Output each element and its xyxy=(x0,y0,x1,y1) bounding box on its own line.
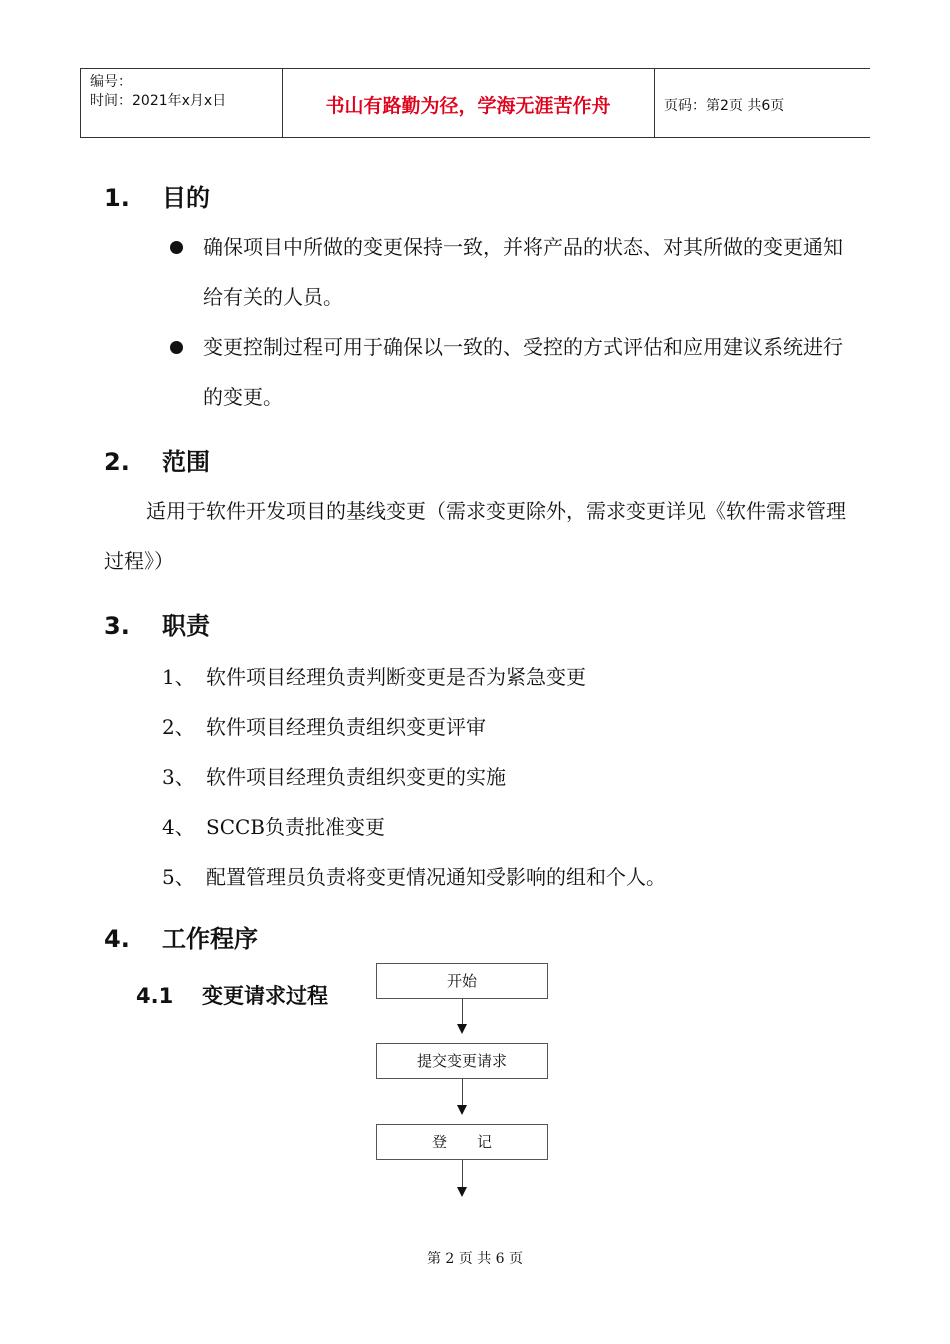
header-divider-2 xyxy=(654,69,655,137)
flow-step-start: 开始 xyxy=(376,963,548,999)
bullet-item xyxy=(170,222,850,322)
bullet-text: 变更控制过程可用于确保以一致的、受控的方式评估和应用建议系统进行的变更。 xyxy=(203,335,843,409)
list-item-number: 2、 xyxy=(162,715,195,739)
section-number: 3. xyxy=(104,612,130,640)
header-border-left xyxy=(80,69,81,137)
arrow-down-icon xyxy=(457,1187,467,1197)
subsection-title: 变更请求过程 xyxy=(202,984,328,1008)
bullet-dot-icon xyxy=(170,241,183,254)
arrow-down-icon xyxy=(457,1105,467,1115)
section-number: 4. xyxy=(104,925,130,953)
section-title: 范围 xyxy=(162,448,210,476)
section-title: 工作程序 xyxy=(162,925,258,953)
header-meta xyxy=(90,73,226,111)
section-heading-3 xyxy=(104,606,210,641)
list-item xyxy=(162,711,486,740)
section-number: 2. xyxy=(104,448,130,476)
list-item-text: 软件项目经理负责判断变更是否为紧急变更 xyxy=(206,665,586,689)
flow-connector xyxy=(462,999,463,1024)
section-heading-2 xyxy=(104,442,210,477)
arrow-down-icon xyxy=(457,1024,467,1034)
list-item-number: 1、 xyxy=(162,665,195,689)
section-title: 职责 xyxy=(162,612,210,640)
time-label: 时间：2021年x月x日 xyxy=(90,93,227,109)
serial-label: 编号： xyxy=(90,74,132,90)
bullet-dot-icon xyxy=(170,341,183,354)
header-page-info: 页码：第2页 共6页 xyxy=(664,98,785,114)
list-item-number: 3、 xyxy=(162,765,195,789)
header-motto: 书山有路勤为径，学海无涯苦作舟 xyxy=(325,95,611,117)
page-header xyxy=(80,68,870,138)
list-item-number: 5、 xyxy=(162,865,195,889)
scope-paragraph: 适用于软件开发项目的基线变更（需求变更除外，需求变更详见《软件需求管理过程》） xyxy=(104,499,846,573)
flow-connector xyxy=(462,1160,463,1187)
list-item-text: SCCB负责批准变更 xyxy=(206,815,386,839)
bullet-text: 确保项目中所做的变更保持一致，并将产品的状态、对其所做的变更通知给有关的人员。 xyxy=(203,235,843,309)
flow-step-submit: 提交变更请求 xyxy=(376,1043,548,1079)
list-item-number: 4、 xyxy=(162,815,195,839)
list-item xyxy=(162,861,666,890)
list-item xyxy=(162,811,385,840)
subsection-number: 4.1 xyxy=(136,984,174,1008)
bullet-item xyxy=(170,322,850,422)
section-number: 1. xyxy=(104,184,130,212)
section-title: 目的 xyxy=(162,184,210,212)
flow-step-register: 登 记 xyxy=(376,1124,548,1160)
flow-connector xyxy=(462,1079,463,1105)
page-footer: 第 2 页 共 6 页 xyxy=(426,1251,524,1267)
list-item xyxy=(162,761,506,790)
subsection-heading-4-1 xyxy=(136,980,328,1010)
section-heading-1 xyxy=(104,178,210,213)
list-item xyxy=(162,661,586,690)
list-item-text: 配置管理员负责将变更情况通知受影响的组和个人。 xyxy=(206,865,666,889)
list-item-text: 软件项目经理负责组织变更的实施 xyxy=(206,765,506,789)
section-heading-4 xyxy=(104,919,258,954)
list-item-text: 软件项目经理负责组织变更评审 xyxy=(206,715,486,739)
